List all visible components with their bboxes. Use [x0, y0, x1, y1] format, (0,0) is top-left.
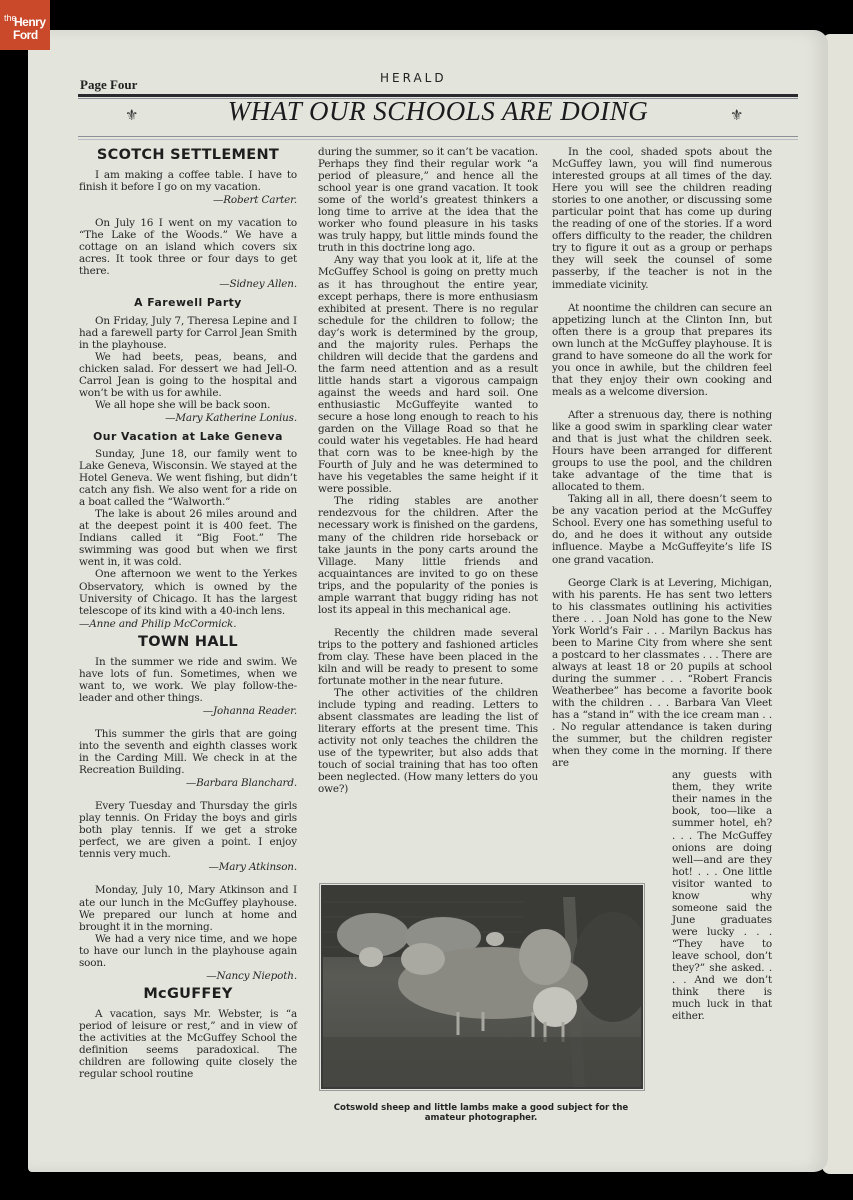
photo-caption: Cotswold sheep and little lambs make a good subject for the amateur photographer.	[333, 1103, 629, 1123]
fleur-ornament-icon: ⚜	[125, 106, 139, 124]
article-paragraph: On July 16 I went on my vacation to “The Lake of the Woods.” We have a cottage on an island which covers six acres. It took three or four days to get there.	[79, 217, 297, 278]
article-paragraph: Recently the children made several trips to the pottery and fashioned articles from clay. These have been placed in the kiln and will be ready to present to some fortunate mother in the near future.	[318, 626, 538, 688]
article-paragraph: On Friday, July 7, Theresa Lepine and I had a farewell party for Carrol Jean Smith in the playhouse.	[79, 314, 297, 351]
article-paragraph: At noontime the children can secure an appetizing lunch at the Clinton Inn, but often there is a group that prepares its own lunch at the McGuffey playhouse. It is grand to have someone do all the work for you once in awhile, but the children feel that they enjoy their own cooking and meals as a welcome diversion.	[552, 301, 772, 398]
article-paragraph: The other activities of the children include typing and reading. Letters to absent classmates are leading the list of literary efforts at the present time. This activity not only teaches the children the use of the typewriter, but also adds that touch of social training that has too often been neglected. (How many letters do you owe?)	[318, 687, 538, 796]
article-paragraph: In the summer we ride and swim. We have lots of fun. Sometimes, when we want to, we work. We play follow-the-leader and other things.	[79, 655, 297, 704]
section-heading: TOWN HALL	[138, 633, 238, 650]
article-paragraph: Monday, July 10, Mary Atkinson and I ate our lunch in the McGuffey playhouse. We prepared our lunch at home and brought it in the morning.	[79, 884, 297, 933]
sheep-photo-illustration	[323, 887, 641, 1087]
author-signature: —Nancy Niepoth.	[206, 969, 297, 982]
henry-ford-logo	[0, 0, 50, 50]
section-banner-title: WHAT OUR SCHOOLS ARE DOING	[227, 96, 649, 126]
article-paragraph: Sunday, June 18, our family went to Lake Geneva, Wisconsin. We stayed at the Hotel Geneva. We went fishing, but didn’t catch any fish. We also went for a ride on a boat called the “Walworth.”	[79, 447, 297, 509]
author-signature: —Johanna Reader.	[202, 704, 297, 717]
publication-name: HERALD	[380, 71, 447, 85]
article-paragraph: After a strenuous day, there is nothing like a good swim in sparkling clear water and that is just what the children seek. Hours have been arranged for different groups to use the pool, and the children take advantage of the time that is allocated to them.	[552, 408, 772, 494]
logo-word-henry: Henry	[14, 15, 46, 29]
article-paragraph: One afternoon we went to the Yerkes Observatory, which is owned by the University of Chicago. It has the largest telescope of its kind with a 40-inch lens.	[79, 568, 297, 617]
article-paragraph: Any way that you look at it, life at the McGuffey School is going on pretty much as it has throughout the entire year, except perhaps, there is more enthusiasm exhibited at present. There is no regular schedule for the children to follow; the day’s work is determined by the group, and the majority rules. Perhaps the children will decide that the gardens and the farm need attention and as a result little hands start a vigorous campaign against the weeds and hard soil. One enthusiastic McGuffeyite wanted to secure a hose long enough to reach to his garden on the Village Road so that he could water his vegetables. He had heard that corn was to be knee-high by the Fourth of July and he was determined to have his vegetables the same height if it were possible.	[318, 254, 538, 496]
column-2	[318, 146, 538, 795]
sheep-photograph	[321, 885, 643, 1089]
article-paragraph: We had beets, peas, beans, and chicken salad. For dessert we had Jell-O. Carrol Jean is going to the hospital and won’t be with us for awhile.	[79, 350, 297, 399]
author-signature: —Mary Katherine Lonius.	[165, 411, 297, 424]
author-signature: —Anne and Philip McCormick.	[79, 617, 237, 630]
banner-rule-thin	[78, 139, 798, 140]
wrapped-text-block	[672, 769, 772, 1022]
banner-rule	[78, 136, 798, 137]
article-paragraph: Taking all in all, there doesn’t seem to be any vacation period at the McGuffey School. Every one has something useful to do, and he does it without any outside influence. Maybe a McGuffeyite’s life IS one grand vacation.	[552, 493, 772, 566]
article-paragraph: A vacation, says Mr. Webster, is “a period of leisure or rest,” and in view of the activities at the McGuffey School the definition seems paradoxical. The children are following quite closely the regular school routine	[79, 1007, 297, 1081]
subsection-heading: Our Vacation at Lake Geneva	[93, 429, 283, 443]
author-signature: —Robert Carter.	[212, 194, 297, 207]
article-paragraph: Every Tuesday and Thursday the girls play tennis. On Friday the boys and girls both play tennis. If we get a stroke perfect, we are given a point. I enjoy tennis very much.	[79, 800, 297, 861]
article-paragraph: This summer the girls that are going into the seventh and eighth classes work in the Carding Mill. We check in at the Recreation Building.	[79, 727, 297, 777]
subsection-heading: A Farewell Party	[134, 296, 242, 310]
logo-word-ford: Ford	[13, 28, 38, 42]
author-signature: —Mary Atkinson.	[208, 861, 297, 874]
section-heading: SCOTCH SETTLEMENT	[96, 147, 280, 163]
article-paragraph: The lake is about 26 miles around and at the deepest point it is 400 feet. The Indians called it “Big Foot.” The swimming was good but when we first went in, it was cold.	[79, 508, 297, 569]
page-number-label: Page Four	[80, 77, 138, 92]
newspaper-page	[28, 30, 828, 1172]
article-paragraph: during the summer, so it can’t be vacation. Perhaps they find their regular work “a period of pleasure,” and hence all the school year is one grand vacation. It took some of the world’s greatest thinkers a long time to arrive at the idea that the worker who found pleasure in his tasks was truly happy, but little minds found the truth in this doctrine long ago.	[318, 146, 538, 255]
logo-word-the: the	[4, 13, 17, 23]
article-paragraph: We all hope she will be back soon.	[95, 398, 271, 411]
section-heading: McGUFFEY	[143, 985, 233, 1002]
column-1	[79, 146, 297, 1080]
article-paragraph: The riding stables are another rendezvous for the children. After the necessary work is finished on the gardens, many of the children ride horseback or take jaunts in the pony carts around the Village. Many little friends and acquaintances are invited to go on these trips, and the popularity of the ponies is ample warrant that buggy riding has not lost its appeal in this mechanical age.	[318, 495, 538, 616]
article-paragraph: George Clark is at Levering, Michigan, with his parents. He has sent two letters to his classmates outlining his activities there . . . Joan Nold has gone to the New York World’s Fair . . . Marilyn Backus has been to Marine City from where she sent a postcard to her classmates . . . There are always at least 18 or 20 pupils at school during the summer . . . “Robert Francis Weatherbee” has become a favorite book with the children . . . Barbara Van Vleet has a “stand in” with the ice cream man . . . No regular attendance is taken during the summer, but the children register when they come in the morning. If there are	[552, 576, 772, 770]
article-paragraph: We had a very nice time, and we hope to have our lunch in the playhouse again soon.	[79, 932, 297, 969]
article-paragraph: I am making a coffee table. I have to finish it before I go on my vacation.	[79, 169, 297, 194]
author-signature: —Sidney Allen.	[219, 278, 297, 291]
article-paragraph: In the cool, shaded spots about the McGuffey lawn, you will find numerous interested groups at all times of the day. Here you will see the children reading stories to one another, or discussing some particular point that has come up during the reading of one of the stories. If a word offers difficulty to the reader, the children try to figure it out as a group or perhaps they will seek the counsel of some passerby, if the teacher is not in the immediate vicinity.	[552, 146, 772, 291]
fleur-ornament-icon: ⚜	[730, 106, 744, 124]
article-paragraph: any guests with them, they write their names in the book, too—like a summer hotel, eh? . . . The McGuffey onions are doing well—and are they hot! . . . One little visitor wanted to know why someone said the June graduates were lucky . . . “They have to leave school, don’t they?” she asked. . . . And we don’t think there is much luck in that either.	[672, 769, 772, 1023]
author-signature: —Barbara Blanchard.	[185, 777, 297, 790]
